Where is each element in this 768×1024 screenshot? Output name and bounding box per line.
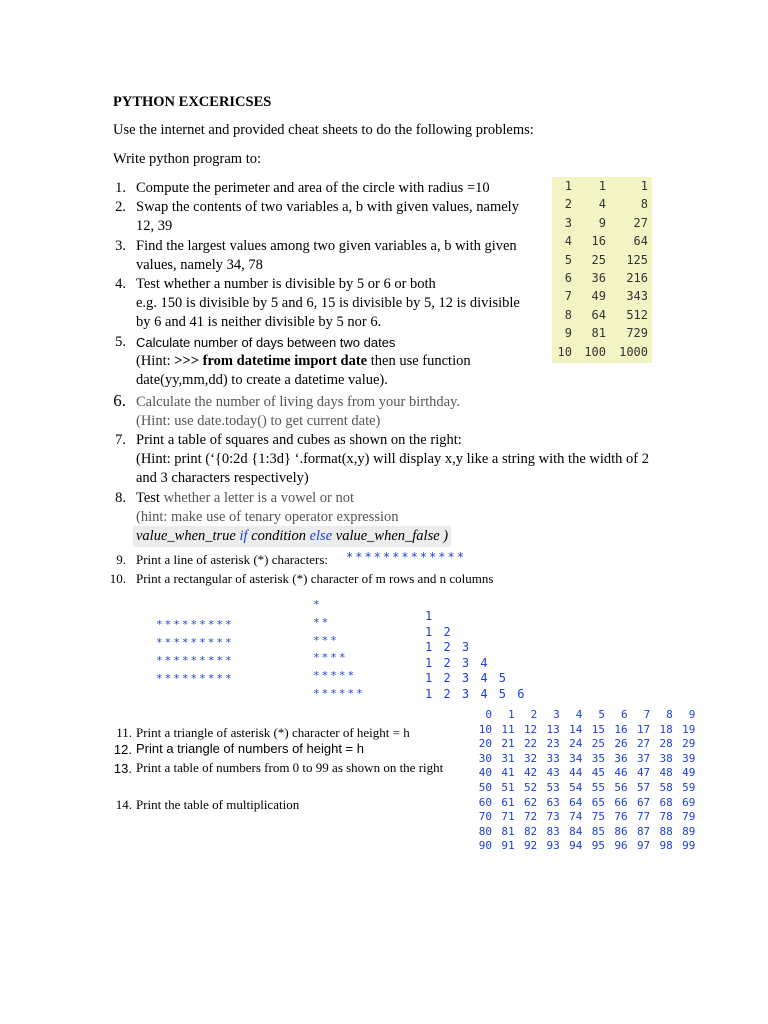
grid-cell: 51	[501, 781, 515, 794]
table-cell: 1	[640, 179, 648, 193]
grid-cell: 49	[682, 766, 696, 780]
item-text: (Hint: use date.today() to get current date)	[136, 413, 381, 429]
table-cell: 64	[591, 307, 606, 322]
item-text: and 3 characters respectively)	[136, 470, 309, 486]
grid-cell: 63	[546, 795, 560, 809]
grid-cell: 21	[501, 737, 515, 751]
table-cell: 16	[591, 234, 606, 249]
grid-cell: 73	[546, 810, 560, 824]
grid-cell: 92	[523, 839, 538, 853]
item-text: Find the largest values among two given variables a, b with given	[136, 238, 517, 254]
grid-cell: 5	[598, 708, 605, 721]
grid-cell: 20	[478, 737, 492, 751]
grid-cell: 31	[501, 751, 515, 765]
grid-cell: 87	[636, 824, 651, 838]
table-cell: 25	[591, 252, 606, 267]
grid-cell: 76	[614, 810, 628, 824]
grid-cell: 52	[523, 781, 538, 794]
grid-cell: 33	[546, 751, 560, 765]
grid-cell: 78	[659, 810, 673, 824]
number-row: 1 2 3 4 5 6	[425, 686, 527, 701]
grid-cell: 19	[682, 722, 696, 736]
table-row	[552, 179, 652, 197]
grid-cell: 94	[569, 839, 583, 853]
grid-cell: 15	[591, 722, 605, 736]
asterisk-row: *********	[156, 672, 234, 685]
number-row: 1 2	[425, 624, 453, 639]
table-cell: 1000	[619, 344, 648, 359]
grid-cell: 13	[546, 722, 560, 736]
grid-cell: 66	[614, 795, 628, 809]
grid-cell: 43	[546, 766, 560, 780]
item-number: 5.	[115, 334, 126, 350]
grid-cell: 10	[478, 722, 492, 736]
grid-cell: 4	[575, 708, 583, 721]
table-cell: 10	[557, 344, 572, 359]
grid-cell: 90	[478, 839, 492, 853]
write-text: Write python program to:	[113, 151, 262, 167]
item-hint: date(yy,mm,dd) to create a datetime value).	[136, 372, 388, 388]
page-title: PYTHON EXCERICSES	[113, 94, 272, 110]
number-row: 1	[425, 609, 435, 623]
table-row	[552, 234, 652, 252]
grid-cell: 74	[569, 810, 583, 824]
grid-cell: 9	[688, 708, 696, 721]
grid-row	[478, 796, 704, 811]
grid-cell: 12	[523, 722, 538, 736]
intro-text: Use the internet and provided cheat sheets to do the following problems:	[113, 122, 534, 138]
grid-cell: 91	[501, 839, 515, 853]
grid-cell: 61	[501, 795, 515, 809]
grid-cell: 24	[569, 737, 583, 751]
item-number: 10.	[109, 571, 126, 586]
grid-cell: 27	[636, 737, 651, 751]
grid-cell: 96	[614, 839, 628, 853]
item-text: Calculate the number of living days from your birthday.	[136, 394, 461, 410]
grid-cell: 0	[485, 708, 492, 721]
grid-cell: 93	[546, 839, 560, 853]
grid-cell: 29	[682, 737, 696, 751]
table-row	[552, 253, 652, 271]
item-text: Print a triangle of asterisk (*) character of height = h	[136, 725, 410, 740]
grid-cell: 48	[659, 766, 673, 780]
item-text: Calculate number of days between two dates	[136, 335, 396, 350]
grid-cell: 57	[636, 781, 651, 794]
table-cell: 216	[626, 271, 648, 285]
grid-row	[478, 708, 704, 723]
grid-cell: 58	[659, 781, 673, 794]
asterisk-row: *********	[156, 636, 234, 649]
grid-cell: 17	[636, 722, 651, 736]
grid-cell: 42	[523, 766, 538, 780]
item-text: Print a table of numbers from 0 to 99 as shown on the right	[136, 760, 444, 775]
item-number: 1.	[115, 180, 126, 196]
asterisk-row: ******	[313, 687, 365, 700]
grid-cell: 67	[636, 795, 651, 809]
table-cell: 2	[564, 197, 572, 212]
grid-cell: 6	[620, 708, 628, 721]
grid-cell: 45	[591, 766, 605, 780]
item-text: Compute the perimeter and area of the circle with radius =10	[136, 180, 490, 196]
table-cell: 9	[598, 215, 606, 230]
squares-cubes-table	[552, 177, 652, 363]
asterisk-row: ***	[313, 633, 339, 647]
grid-cell: 99	[682, 839, 696, 853]
item-text: Print the table of multiplication	[136, 797, 300, 812]
item-text: Print a rectangular of asterisk (*) character of m rows and n columns	[136, 571, 494, 586]
grid-cell: 32	[523, 751, 538, 765]
grid-row	[478, 825, 704, 840]
grid-cell: 40	[478, 766, 492, 780]
table-cell: 64	[633, 234, 648, 249]
grid-cell: 72	[523, 810, 538, 824]
table-cell: 512	[626, 307, 648, 322]
grid-cell: 50	[478, 781, 492, 794]
item-number: 4.	[115, 276, 126, 292]
grid-cell: 30	[478, 751, 492, 765]
grid-row	[478, 839, 704, 854]
grid-cell: 60	[478, 795, 492, 809]
table-cell: 729	[626, 326, 648, 341]
grid-row	[478, 810, 704, 825]
grid-cell: 18	[659, 722, 673, 736]
table-cell: 100	[584, 344, 606, 359]
table-cell: 3	[564, 215, 572, 230]
table-cell: 36	[591, 271, 606, 285]
item-text: Print a line of asterisk (*) characters:	[136, 552, 329, 567]
grid-cell: 3	[553, 708, 560, 721]
asterisk-row: *********	[156, 654, 234, 667]
grid-cell: 25	[591, 737, 605, 751]
grid-cell: 38	[659, 751, 673, 765]
grid-cell: 70	[478, 810, 492, 824]
item-text: Test whether a number is divisible by 5 or 6 or both	[136, 276, 436, 292]
table-row	[552, 289, 652, 307]
item-number: 13.	[113, 761, 132, 776]
table-cell: 81	[591, 326, 606, 341]
table-row	[552, 345, 652, 363]
grid-cell: 41	[501, 766, 515, 780]
item-number: 6.	[113, 391, 126, 410]
grid-cell: 85	[591, 824, 605, 838]
grid-cell: 82	[523, 824, 538, 838]
table-cell: 49	[591, 289, 606, 304]
item-number: 8.	[115, 490, 126, 506]
grid-cell: 88	[659, 824, 673, 838]
table-cell: 8	[640, 197, 648, 212]
item-text: Print a triangle of numbers of height = h	[136, 741, 364, 756]
grid-row	[478, 723, 704, 738]
grid-cell: 62	[523, 795, 538, 809]
table-cell: 7	[564, 289, 572, 304]
grid-cell: 86	[614, 824, 628, 838]
grid-cell: 44	[569, 766, 583, 780]
grid-cell: 84	[569, 824, 583, 838]
table-cell: 27	[633, 215, 648, 230]
grid-cell: 26	[614, 737, 628, 751]
grid-cell: 83	[546, 824, 560, 838]
item-hint: (Hint: >>> from datetime import date then use function	[136, 353, 471, 369]
number-row: 1 2 3 4	[425, 655, 490, 670]
grid-row	[478, 781, 704, 796]
grid-cell: 56	[614, 781, 628, 794]
grid-cell: 22	[523, 737, 538, 751]
grid-cell: 95	[591, 839, 605, 853]
item-text: Print a table of squares and cubes as shown on the right:	[136, 432, 462, 448]
item-number: 11.	[116, 725, 132, 740]
item-text: e.g. 150 is divisible by 5 and 6, 15 is divisible by 5, 12 is divisible	[136, 295, 520, 311]
grid-cell: 98	[659, 839, 673, 853]
table-row	[552, 216, 652, 234]
grid-cell: 2	[530, 708, 538, 721]
grid-cell: 77	[636, 810, 651, 824]
item-text: 12, 39	[136, 218, 173, 234]
grid-cell: 81	[501, 824, 515, 838]
item-text: by 6 and 41 is neither divisible by 5 nor 6.	[136, 314, 382, 330]
grid-cell: 7	[643, 708, 651, 721]
grid-cell: 54	[569, 781, 583, 794]
table-cell: 6	[564, 271, 572, 285]
item-hint: (hint: make use of tenary operator expression	[136, 509, 399, 525]
grid-cell: 55	[591, 781, 605, 794]
grid-cell: 69	[682, 795, 696, 809]
grid-row	[478, 766, 704, 781]
item-text: Test whether a letter is a vowel or not	[136, 490, 355, 506]
grid-cell: 80	[478, 824, 492, 838]
grid-cell: 35	[591, 751, 605, 765]
table-cell: 4	[598, 197, 606, 212]
grid-cell: 68	[659, 795, 673, 809]
asterisk-line: *************	[346, 550, 466, 564]
grid-cell: 14	[569, 722, 583, 736]
table-cell: 9	[564, 326, 572, 341]
asterisk-row: *********	[156, 618, 234, 631]
table-cell: 1	[564, 179, 572, 193]
asterisk-row: *	[313, 598, 322, 611]
item-number: 14.	[115, 797, 132, 812]
grid-cell: 37	[636, 751, 651, 765]
item-number: 3.	[115, 238, 126, 254]
grid-cell: 1	[507, 708, 515, 721]
grid-cell: 34	[569, 751, 583, 765]
item-text: values, namely 34, 78	[136, 257, 263, 273]
table-cell: 343	[626, 289, 648, 304]
number-row: 1 2 3 4 5	[425, 671, 509, 685]
grid-cell: 59	[682, 781, 696, 794]
grid-cell: 64	[569, 795, 583, 809]
table-cell: 4	[564, 234, 572, 249]
grid-cell: 39	[682, 751, 696, 765]
grid-cell: 8	[666, 708, 673, 721]
table-cell: 5	[564, 252, 572, 267]
grid-cell: 53	[546, 781, 560, 794]
item-number: 2.	[115, 199, 126, 215]
item-number: 9.	[116, 552, 126, 567]
table-cell: 1	[598, 179, 606, 193]
asterisk-row: **	[313, 615, 331, 629]
grid-cell: 36	[614, 751, 628, 765]
table-row	[552, 326, 652, 344]
ternary-expression: value_when_true if condition else value_when_false )	[133, 526, 451, 547]
grid-cell: 89	[682, 824, 696, 838]
item-text: Swap the contents of two variables a, b with given values, namely	[136, 199, 519, 215]
item-number: 7.	[115, 432, 126, 448]
table-cell: 8	[564, 307, 572, 322]
grid-cell: 65	[591, 795, 605, 809]
grid-row	[478, 737, 704, 752]
grid-cell: 47	[636, 766, 651, 780]
table-row	[552, 197, 652, 215]
number-row: 1 2 3	[425, 640, 472, 654]
grid-cell: 46	[614, 766, 628, 780]
grid-row	[478, 752, 704, 767]
grid-cell: 11	[501, 722, 515, 736]
grid-cell: 28	[659, 737, 673, 751]
grid-cell: 97	[636, 839, 651, 853]
asterisk-row: *****	[313, 669, 357, 683]
grid-cell: 16	[614, 722, 628, 736]
table-row	[552, 271, 652, 289]
grid-cell: 75	[591, 810, 605, 824]
item-text: (Hint: print (‘{0:2d {1:3d} ‘.format(x,y) will display x,y like a string with the width of 2	[136, 451, 650, 467]
grid-cell: 79	[682, 810, 696, 824]
table-cell: 125	[626, 252, 648, 267]
table-row	[552, 308, 652, 326]
grid-cell: 71	[501, 810, 515, 824]
grid-cell: 23	[546, 737, 560, 751]
item-number: 12.	[113, 742, 132, 757]
asterisk-row: ****	[313, 651, 348, 665]
